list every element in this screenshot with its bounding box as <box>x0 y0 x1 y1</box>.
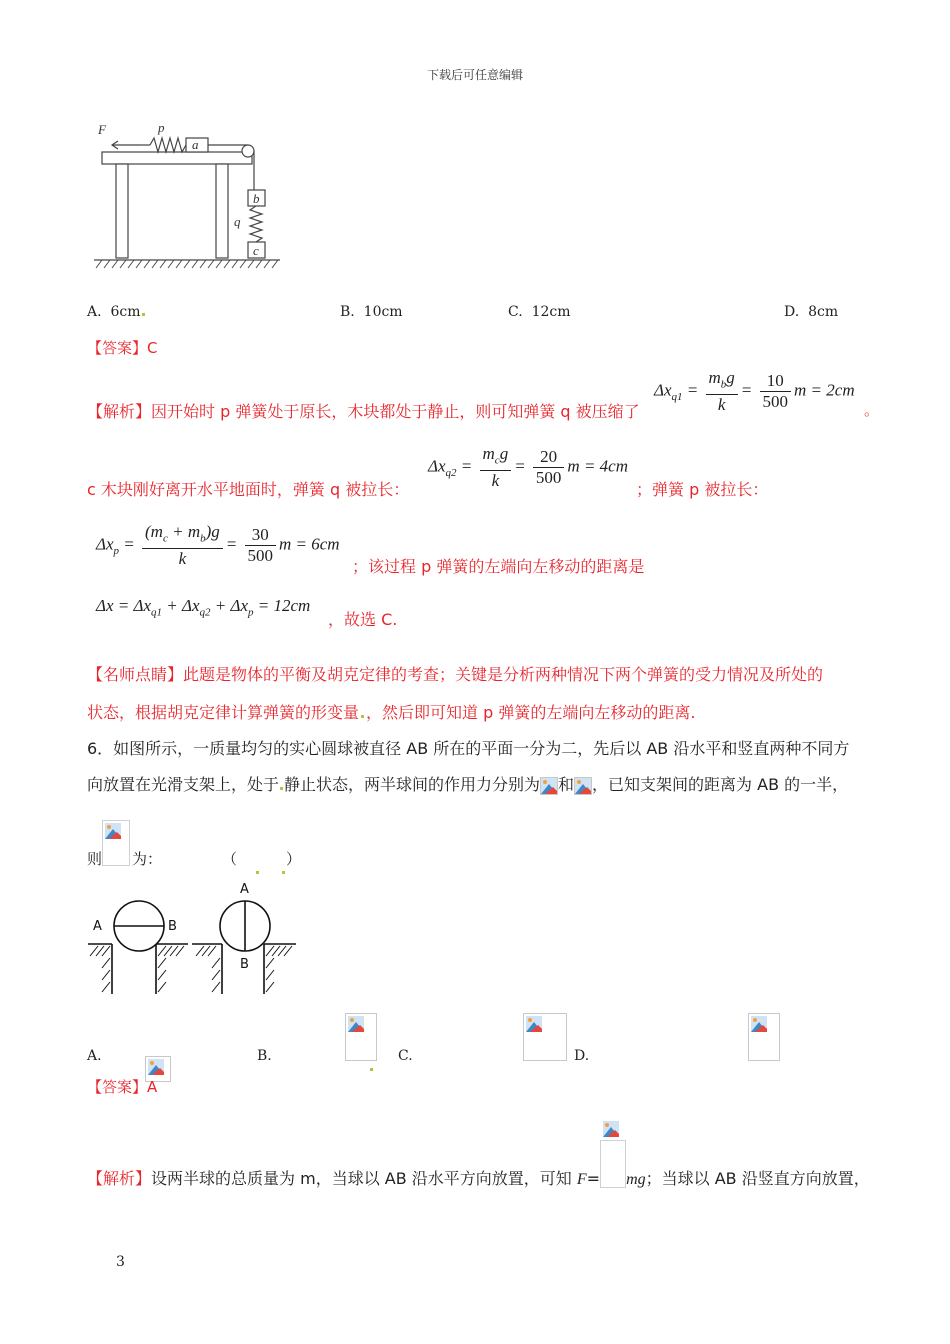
fig-right-label-a: A <box>240 882 249 897</box>
page-header: 下载后可任意编辑 <box>426 68 523 82</box>
formula-image-icon <box>574 777 592 795</box>
q6-paren-open: （ <box>222 850 238 868</box>
q5-option-c: C. 12cm <box>508 304 571 320</box>
q5-analysis-line1: 【解析】因开始时 p 弹簧处于原长，木块都处于静止，则可知弹簧 q 被压缩了 <box>87 402 640 421</box>
q5-tips-line1: 【名师点睛】此题是物体的平衡及胡克定律的考查；关键是分析两种情况下两个弹簧的受力情况及所处的 <box>87 665 824 684</box>
formula-image-icon <box>540 777 558 795</box>
q6-line1: 6．如图所示，一质量均匀的实心圆球被直径 AB 所在的平面一分为二，先后以 AB 沿水平和竖直两种不同方 <box>87 739 850 758</box>
blank-dot <box>370 1056 373 1075</box>
q5-answer: 【答案】C <box>87 339 158 357</box>
label-q: q <box>234 214 241 229</box>
fig-left-label-b: B <box>168 919 177 934</box>
page-number: 3 <box>116 1254 125 1270</box>
q5-option-a: A. 6cm <box>87 304 145 320</box>
q5-analysis-line4: ，故选 C. <box>328 610 398 629</box>
q5-analysis-line2b: ；弹簧 p 被拉长： <box>636 480 769 499</box>
q6-paren-close: ） <box>286 850 302 868</box>
label-b: b <box>253 191 260 206</box>
q6-line2: 向放置在光滑支架上，处于 静止状态，两半球间的作用力分别为 和 ，已知支架间的距离为 AB 的一半， <box>87 775 849 794</box>
q6-option-a: A. <box>87 1048 102 1064</box>
fig-right-label-b: B <box>240 957 249 972</box>
hemisphere-figure <box>88 878 302 996</box>
formula-image-icon <box>102 820 130 866</box>
formula-image-icon <box>748 1013 780 1061</box>
q5-analysis-line3: ；该过程 p 弹簧的左端向左移动的距离是 <box>352 557 645 576</box>
q5-option-d: D. 8cm <box>784 304 839 320</box>
formula-image-icon <box>523 1013 567 1061</box>
q6-analysis: 【解析】设两半球的总质量为 m，当球以 AB 沿水平方向放置，可知 F= mg；当球以 AB 沿竖直方向放置， <box>87 1140 870 1189</box>
q6-option-b: B. <box>257 1048 272 1064</box>
q6-option-d: D. <box>574 1048 590 1064</box>
q6-line3: 则 <box>87 850 103 868</box>
label-p: p <box>158 120 165 135</box>
q5-option-b: B. 10cm <box>340 304 403 320</box>
label-f: F <box>98 122 106 137</box>
q5-analysis-line2a: c 木块刚好离开水平地面时，弹簧 q 被拉长： <box>87 480 410 499</box>
q6-line3-suffix: 为： <box>132 850 163 868</box>
formula-image-icon <box>600 1140 626 1188</box>
fig-left-label-a: A <box>93 919 102 934</box>
formula-dxp: $\Delta x_p$ = $\frac{(m_c + m_b)g}{k}$ = $\frac{30}{500}$ m = 6cm <box>96 522 340 569</box>
formula-dxq1: $\Delta x_{q1}$ = $\frac{m_bg}{k}$ = $\frac{10}{500}$ m = 2cm <box>654 368 855 415</box>
blank-dot <box>256 859 259 878</box>
q5-tips-line2: 状态，根据胡克定律计算弹簧的形变量 ，然后即可知道 p 弹簧的左端向左移动的距离. <box>87 703 696 722</box>
spring-table-figure <box>88 118 288 276</box>
label-a: a <box>192 137 199 152</box>
q6-answer: 【答案】A <box>87 1078 158 1096</box>
q5-analysis-end1: 。 <box>864 401 880 419</box>
label-c: c <box>253 243 259 258</box>
blank-dot <box>282 859 285 878</box>
formula-dxq2: $\Delta x_{q2}$ = $\frac{m_cg}{k}$ = $\frac{20}{500}$ m = 4cm <box>428 444 628 491</box>
q6-option-c: C. <box>398 1048 413 1064</box>
formula-dx-total: $\Delta x = \Delta x_{q1} + \Delta x_{q2} + \Delta x_p = 12cm$ <box>96 596 311 619</box>
formula-image-icon <box>345 1013 377 1061</box>
